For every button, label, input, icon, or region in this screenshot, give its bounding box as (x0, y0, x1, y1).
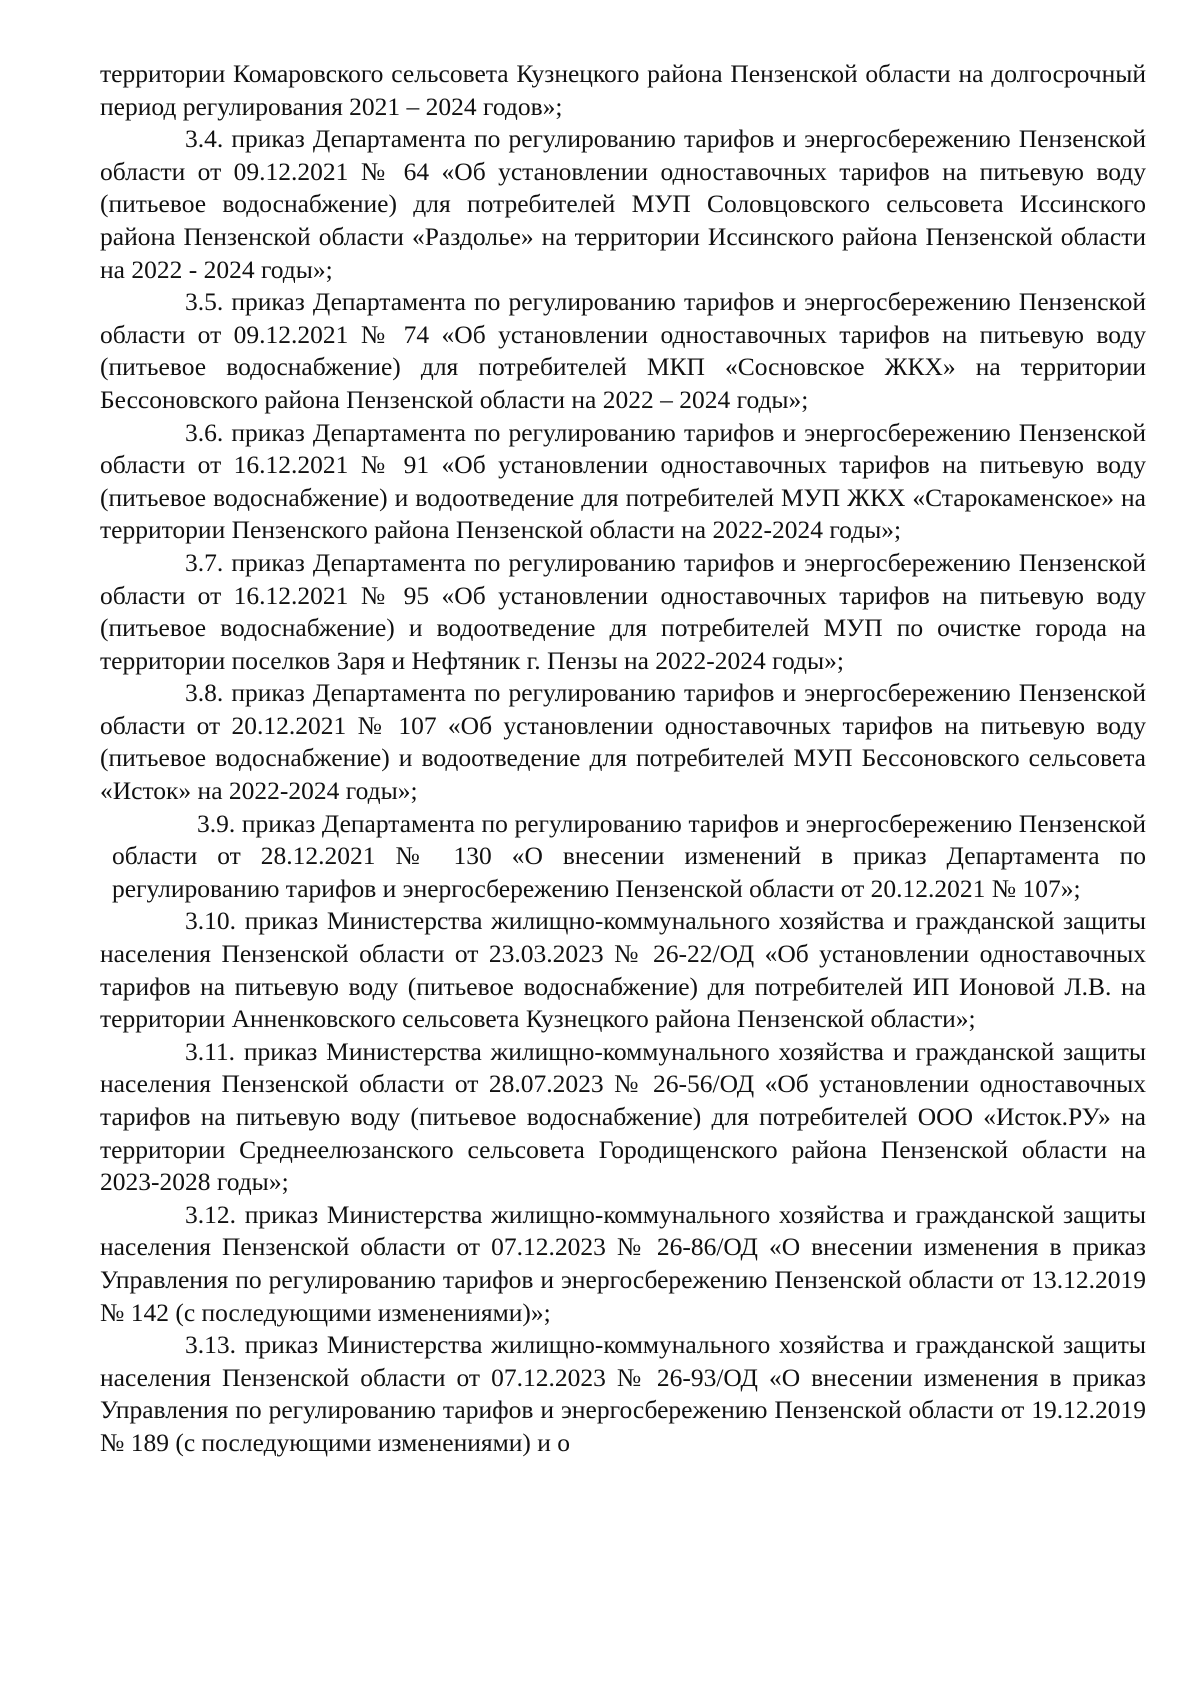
paragraph-3-11 (100, 1036, 1146, 1199)
paragraph-text: приказ Министерства жилищно-коммунального хозяйства и гражданской защиты населения Пензенской области от 07.12.2023 № 26-93/ОД «О внесении изменения в приказ Управления по регулированию тарифов и энергосбережению Пензенской области от 19.12.2019 № 189 (с последующими изменениями) и о (100, 1330, 1146, 1457)
paragraph-3-5 (100, 286, 1146, 416)
paragraph-text: приказ Департамента по регулированию тарифов и энергосбережению Пензенской области от 20.12.2021 № 107 «Об установлении одноставочных тарифов на питьевую воду (питьевое водоснабжение) и водоотведение для потребителей МУП Бессоновского сельсовета «Исток» на 2022-2024 годы»; (100, 678, 1147, 806)
paragraph-text: приказ Департамента по регулированию тарифов и энергосбережению Пензенской области от 16.12.2021 № 91 «Об установлении одноставочных тарифов на питьевую воду (питьевое водоснабжение) и водоотведение для потребителей МУП ЖКХ «Старокаменское» на территории Пензенского района Пензенской области на 2022-2024 годы»; (100, 417, 1147, 545)
paragraph-text: приказ Департамента по регулированию тарифов и энергосбережению Пензенской области от 28.12.2021 № 130 «О внесении изменений в приказ Департамента по регулированию тарифов и энергосбережению Пензенской области от 20.12.2021 № 107»; (112, 808, 1147, 903)
paragraph-text: приказ Министерства жилищно-коммунального хозяйства и гражданской защиты населения Пензенской области от 07.12.2023 № 26-86/ОД «О внесении изменения в приказ Управления по регулированию тарифов и энергосбережению Пензенской области от 13.12.2019 № 142 (с последующими изменениями)»; (100, 1199, 1146, 1327)
paragraph-number: 3.5. (185, 287, 224, 317)
paragraph-text: территории Комаровского сельсовета Кузнецкого района Пензенской области на долгосрочный период регулирования 2021 – 2024 годов»; (100, 59, 1146, 121)
paragraph-text: приказ Департамента по регулированию тарифов и энергосбережению Пензенской области от 09.12.2021 № 64 «Об установлении одноставочных тарифов на питьевую воду (питьевое водоснабжение) для потребителей МУП Соловцовского сельсовета Иссинского района Пензенской области «Раздолье» на территории Иссинского района Пензенской области на 2022 - 2024 годы»; (100, 124, 1147, 284)
paragraph-3-4 (100, 123, 1146, 286)
paragraph-number: 3.6. (185, 417, 224, 447)
paragraph-number: 3.4. (185, 124, 224, 154)
paragraph-3-12 (100, 1199, 1146, 1329)
paragraph-3-9 (100, 808, 1146, 906)
paragraph-number: 3.10. (185, 906, 236, 936)
paragraph-3-6 (100, 417, 1146, 547)
paragraph-number: 3.12. (185, 1199, 236, 1229)
paragraph-number: 3.7. (185, 547, 224, 577)
paragraph-text: приказ Министерства жилищно-коммунального хозяйства и гражданской защиты населения Пензенской области от 23.03.2023 № 26-22/ОД «Об установлении одноставочных тарифов на питьевую воду (питьевое водоснабжение) для потребителей ИП Ионовой Л.В. на территории Анненковского сельсовета Кузнецкого района Пензенской области»; (100, 906, 1146, 1034)
paragraph-number: 3.8. (185, 678, 224, 708)
paragraph-number: 3.13. (185, 1330, 236, 1360)
paragraph-number: 3.11. (185, 1036, 236, 1066)
paragraph-text: приказ Департамента по регулированию тарифов и энергосбережению Пензенской области от 09.12.2021 № 74 «Об установлении одноставочных тарифов на питьевую воду (питьевое водоснабжение) для потребителей МКП «Сосновское ЖКХ» на территории Бессоновского района Пензенской области на 2022 – 2024 годы»; (100, 287, 1147, 414)
paragraph-continuation (100, 58, 1146, 123)
paragraph-3-8 (100, 677, 1146, 807)
document-body (100, 58, 1146, 1460)
paragraph-text: приказ Департамента по регулированию тарифов и энергосбережению Пензенской области от 16.12.2021 № 95 «Об установлении одноставочных тарифов на питьевую воду (питьевое водоснабжение) и водоотведение для потребителей МУП по очистке города на территории поселков Заря и Нефтяник г. Пензы на 2022-2024 годы»; (100, 547, 1147, 675)
paragraph-3-13 (100, 1329, 1146, 1459)
paragraph-3-10 (100, 905, 1146, 1035)
paragraph-text: приказ Министерства жилищно-коммунального хозяйства и гражданской защиты населения Пензенской области от 28.07.2023 № 26-56/ОД «Об установлении одноставочных тарифов на питьевую воду (питьевое водоснабжение) для потребителей ООО «Исток.РУ» на территории Среднеелюзанского сельсовета Городищенского района Пензенской области на 2023-2028 годы»; (100, 1036, 1146, 1197)
paragraph-number: 3.9. (197, 808, 236, 838)
paragraph-3-7 (100, 547, 1146, 677)
